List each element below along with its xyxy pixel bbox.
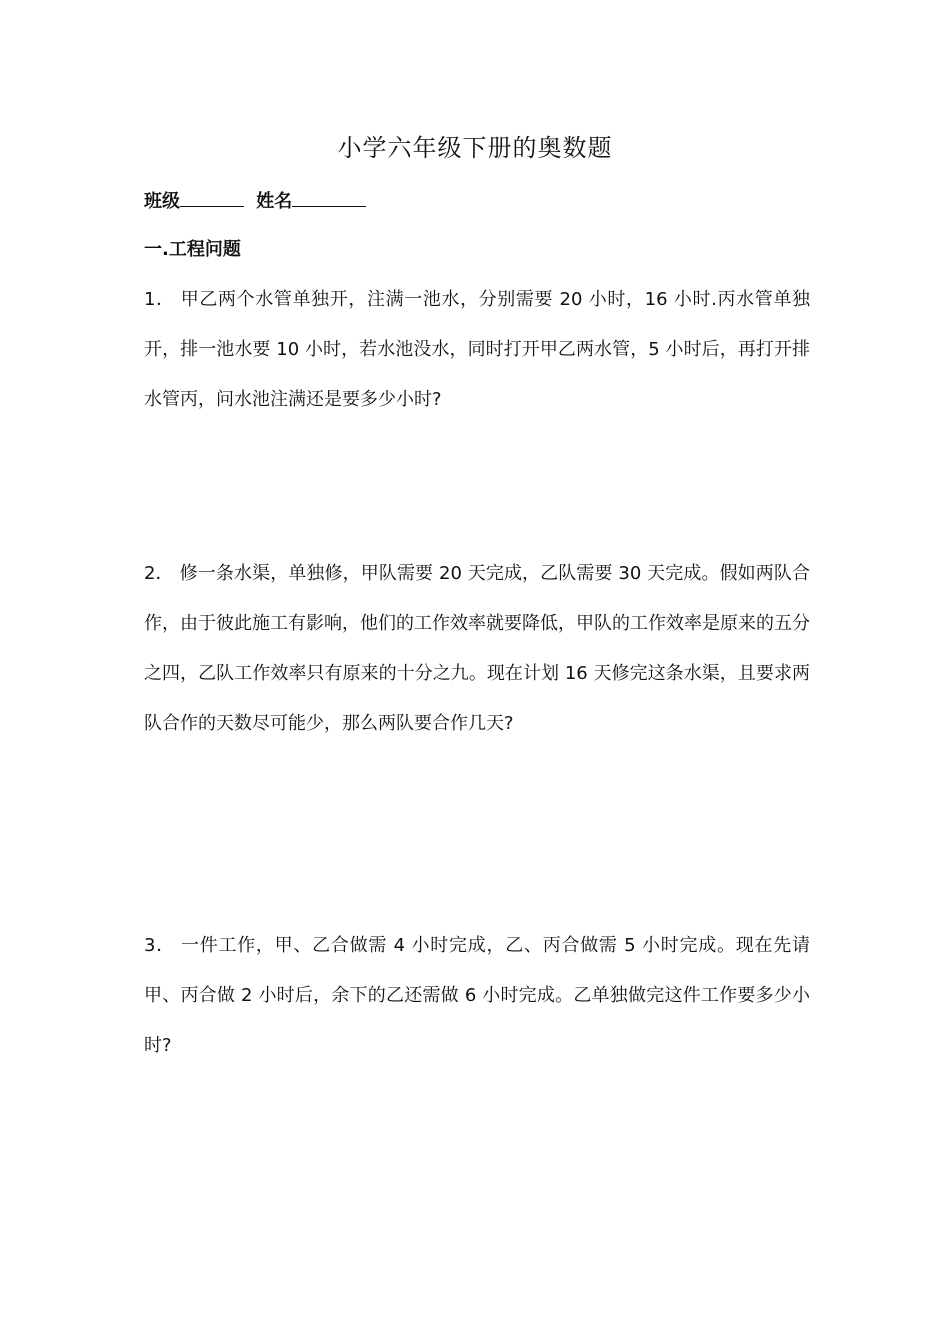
page-title: 小学六年级下册的奥数题 <box>337 134 613 162</box>
problem-text: 甲乙两个水管单独开，注满一池水，分别需要 20 小时，16 小时.丙水管单独开，排一池水要 10 小时，若水池没水，同时打开甲乙两水管，5 小时后，再打开排水管丙，问水池注满还是要多少小时? <box>144 289 810 410</box>
class-name-fields <box>144 186 366 216</box>
class-blank-line <box>180 186 244 207</box>
problem-text: 一件工作，甲、乙合做需 4 小时完成，乙、丙合做需 5 小时完成。现在先请甲、丙合做 2 小时后，余下的乙还需做 6 小时完成。乙单独做完这件工作要多少小时? <box>144 935 811 1056</box>
problem-number: 3． <box>144 935 175 956</box>
problem-1 <box>144 275 810 425</box>
class-label: 班级 <box>144 191 180 212</box>
name-label: 姓名 <box>256 191 293 212</box>
problem-text: 修一条水渠，单独修，甲队需要 20 天完成，乙队需要 30 天完成。假如两队合作，由于彼此施工有影响，他们的工作效率就要降低，甲队的工作效率是原来的五分之四，乙队工作效率只有原来的十分之九。现在计划 16 天修完这条水渠，且要求两队合作的天数尽可能少，那么两队要合作几天? <box>144 563 810 734</box>
problem-3 <box>144 921 810 1071</box>
section-heading: 一.工程问题 <box>144 239 241 260</box>
problem-number: 1． <box>144 289 175 310</box>
name-blank-line <box>292 186 366 207</box>
problem-number: 2． <box>144 563 174 584</box>
problem-2 <box>144 549 810 749</box>
